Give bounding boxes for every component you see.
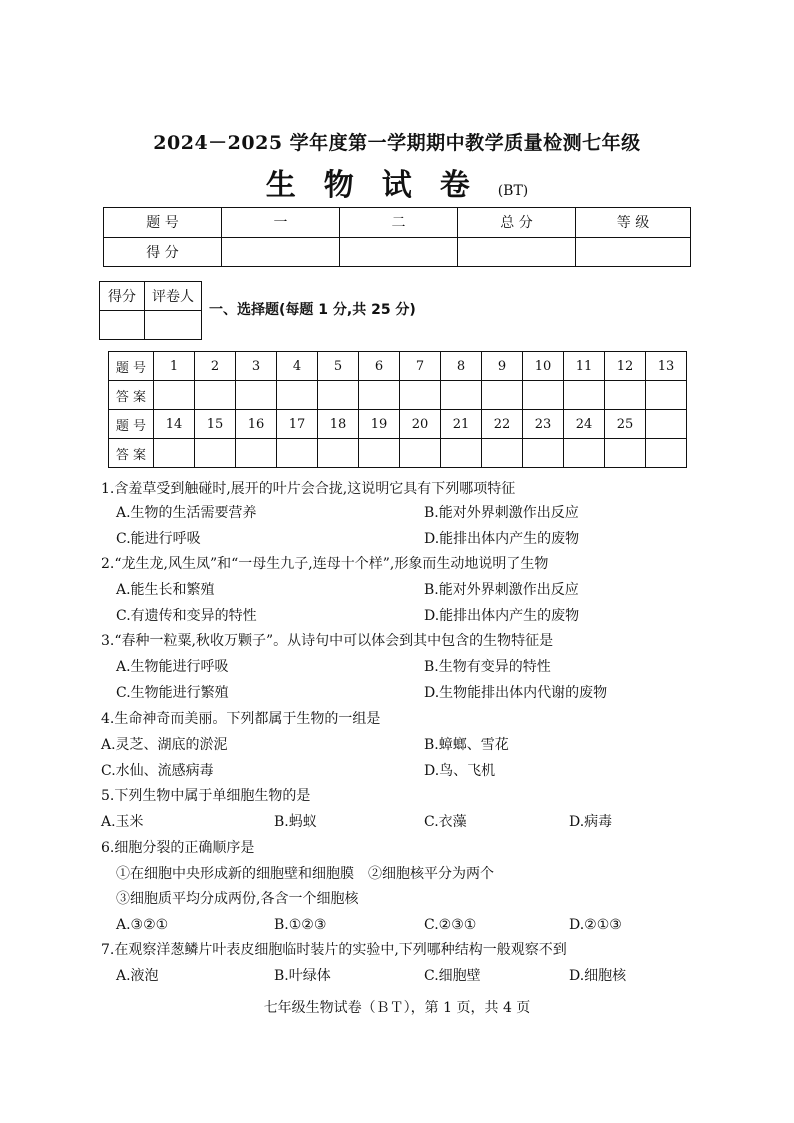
- answer-option: D.生物能排出体内代谢的废物: [424, 685, 608, 701]
- answer-cell[interactable]: [441, 381, 482, 410]
- answer-option: D.能排出体内产生的废物: [424, 608, 580, 624]
- score-table: [103, 207, 691, 267]
- exam-title-text: 生物试卷: [265, 168, 498, 203]
- question-number-cell: 6: [359, 352, 400, 381]
- question-number-cell: 24: [564, 410, 605, 439]
- answer-option: A.液泡: [116, 968, 159, 984]
- score-cell[interactable]: [576, 237, 691, 267]
- question-stem: 4.生命神奇而美丽。下列都属于生物的一组是: [101, 711, 381, 727]
- question-number-cell: 13: [646, 352, 687, 381]
- question-number-cell: 4: [277, 352, 318, 381]
- grid-q-label: 题 号: [109, 410, 154, 439]
- answer-option: B.能对外界刺激作出反应: [424, 505, 579, 521]
- question-stem: 3.“春种一粒粟,秋收万颗子”。从诗句中可以体会到其中包含的生物特征是: [101, 633, 554, 649]
- score-cell[interactable]: [458, 237, 576, 267]
- answer-option: A.生物能进行呼吸: [116, 659, 229, 675]
- question-item: ③细胞质平均分成两份,各含一个细胞核: [116, 891, 359, 907]
- answer-option: C.水仙、流感病毒: [101, 763, 214, 779]
- answer-option: D.鸟、飞机: [424, 763, 496, 779]
- answer-option: D.②①③: [569, 917, 622, 933]
- question-number-cell: 1: [154, 352, 195, 381]
- exam-header: 2024－2025 学年度第一学期期中教学质量检测七年级: [153, 132, 641, 154]
- question-number-cell: 9: [482, 352, 523, 381]
- question-number-cell: 15: [195, 410, 236, 439]
- answer-option: C.生物能进行繁殖: [116, 685, 229, 701]
- question-number-cell: 5: [318, 352, 359, 381]
- answer-cell[interactable]: [400, 381, 441, 410]
- grid-q-label: 题 号: [109, 352, 154, 381]
- answer-option: A.③②①: [116, 917, 169, 933]
- grid-a-label: 答 案: [109, 439, 154, 468]
- answer-option: C.细胞壁: [424, 968, 481, 984]
- answer-cell[interactable]: [359, 381, 400, 410]
- question-number-cell: 14: [154, 410, 195, 439]
- question-number-cell: 7: [400, 352, 441, 381]
- answer-cell[interactable]: [277, 439, 318, 468]
- answer-option: D.细胞核: [569, 968, 627, 984]
- answer-cell[interactable]: [195, 439, 236, 468]
- question-number-cell: 21: [441, 410, 482, 439]
- grader-score-cell[interactable]: [100, 311, 145, 340]
- answer-cell[interactable]: [646, 439, 687, 468]
- answer-cell[interactable]: [318, 381, 359, 410]
- question-stem: 1.含羞草受到触碰时,展开的叶片会合拢,这说明它具有下列哪项特征: [101, 481, 516, 497]
- score-table-header: 二: [340, 208, 458, 238]
- answer-option: C.有遗传和变异的特性: [116, 608, 257, 624]
- answer-option: C.②③①: [424, 917, 477, 933]
- answer-option: C.能进行呼吸: [116, 531, 201, 547]
- score-table-header: 等 级: [576, 208, 691, 238]
- question-stem: 7.在观察洋葱鳞片叶表皮细胞临时装片的实验中,下列哪种结构一般观察不到: [101, 942, 567, 958]
- grader-table: [99, 281, 202, 340]
- question-item: ①在细胞中央形成新的细胞壁和细胞膜 ②细胞核平分为两个: [116, 866, 494, 882]
- answer-option: A.玉米: [101, 814, 144, 830]
- answer-grid: [108, 351, 687, 468]
- answer-option: B.能对外界刺激作出反应: [424, 582, 579, 598]
- score-row-label: 得 分: [104, 237, 222, 267]
- question-number-cell: 11: [564, 352, 605, 381]
- question-number-cell: 10: [523, 352, 564, 381]
- question-number-cell: 25: [605, 410, 646, 439]
- question-number-cell: 16: [236, 410, 277, 439]
- section-title: 一、选择题(每题 1 分,共 25 分): [209, 302, 416, 318]
- question-number-cell: 17: [277, 410, 318, 439]
- score-table-header: 一: [222, 208, 340, 238]
- question-number-cell: 12: [605, 352, 646, 381]
- answer-option: B.①②③: [274, 917, 327, 933]
- answer-cell[interactable]: [523, 381, 564, 410]
- grader-reviewer-label: 评卷人: [145, 282, 202, 311]
- answer-cell[interactable]: [605, 381, 646, 410]
- answer-cell[interactable]: [482, 381, 523, 410]
- question-number-cell: 20: [400, 410, 441, 439]
- answer-cell[interactable]: [359, 439, 400, 468]
- score-table-header: 总 分: [458, 208, 576, 238]
- answer-option: B.蚂蚁: [274, 814, 317, 830]
- answer-option: C.衣藻: [424, 814, 467, 830]
- answer-cell[interactable]: [564, 439, 605, 468]
- answer-cell[interactable]: [441, 439, 482, 468]
- answer-cell[interactable]: [564, 381, 605, 410]
- answer-option: B.叶绿体: [274, 968, 331, 984]
- answer-option: B.蟑螂、雪花: [424, 737, 509, 753]
- exam-title: [0, 160, 794, 204]
- question-number-cell: 23: [523, 410, 564, 439]
- question-number-cell: 22: [482, 410, 523, 439]
- question-number-cell: 8: [441, 352, 482, 381]
- question-stem: 2.“龙生龙,风生凤”和“一母生九子,连母十个样”,形象而生动地说明了生物: [101, 556, 549, 572]
- answer-cell[interactable]: [523, 439, 564, 468]
- answer-option: B.生物有变异的特性: [424, 659, 551, 675]
- grader-score-label: 得分: [100, 282, 145, 311]
- answer-cell[interactable]: [154, 439, 195, 468]
- answer-cell[interactable]: [236, 439, 277, 468]
- exam-code: (BT): [497, 183, 529, 199]
- question-number-cell: 2: [195, 352, 236, 381]
- answer-cell[interactable]: [318, 439, 359, 468]
- answer-cell[interactable]: [605, 439, 646, 468]
- grid-a-label: 答 案: [109, 381, 154, 410]
- answer-option: D.能排出体内产生的废物: [424, 531, 580, 547]
- grader-reviewer-cell[interactable]: [145, 311, 202, 340]
- answer-option: A.灵芝、湖底的淤泥: [101, 737, 228, 753]
- score-table-header: 题 号: [104, 208, 222, 238]
- answer-option: D.病毒: [569, 814, 613, 830]
- answer-cell[interactable]: [195, 381, 236, 410]
- answer-cell[interactable]: [277, 381, 318, 410]
- answer-cell[interactable]: [482, 439, 523, 468]
- question-stem: 5.下列生物中属于单细胞生物的是: [101, 788, 311, 804]
- question-number-cell: 3: [236, 352, 277, 381]
- page-footer: 七年级生物试卷（ＢＴ），第 1 页，共 4 页: [263, 1000, 531, 1016]
- answer-option: A.能生长和繁殖: [116, 582, 215, 598]
- score-cell[interactable]: [222, 237, 340, 267]
- question-number-cell: 19: [359, 410, 400, 439]
- question-stem: 6.细胞分裂的正确顺序是: [101, 840, 255, 856]
- answer-cell[interactable]: [646, 381, 687, 410]
- answer-option: A.生物的生活需要营养: [116, 505, 257, 521]
- question-number-cell: 18: [318, 410, 359, 439]
- score-cell[interactable]: [340, 237, 458, 267]
- question-number-cell: [646, 410, 687, 439]
- answer-cell[interactable]: [400, 439, 441, 468]
- answer-cell[interactable]: [154, 381, 195, 410]
- answer-cell[interactable]: [236, 381, 277, 410]
